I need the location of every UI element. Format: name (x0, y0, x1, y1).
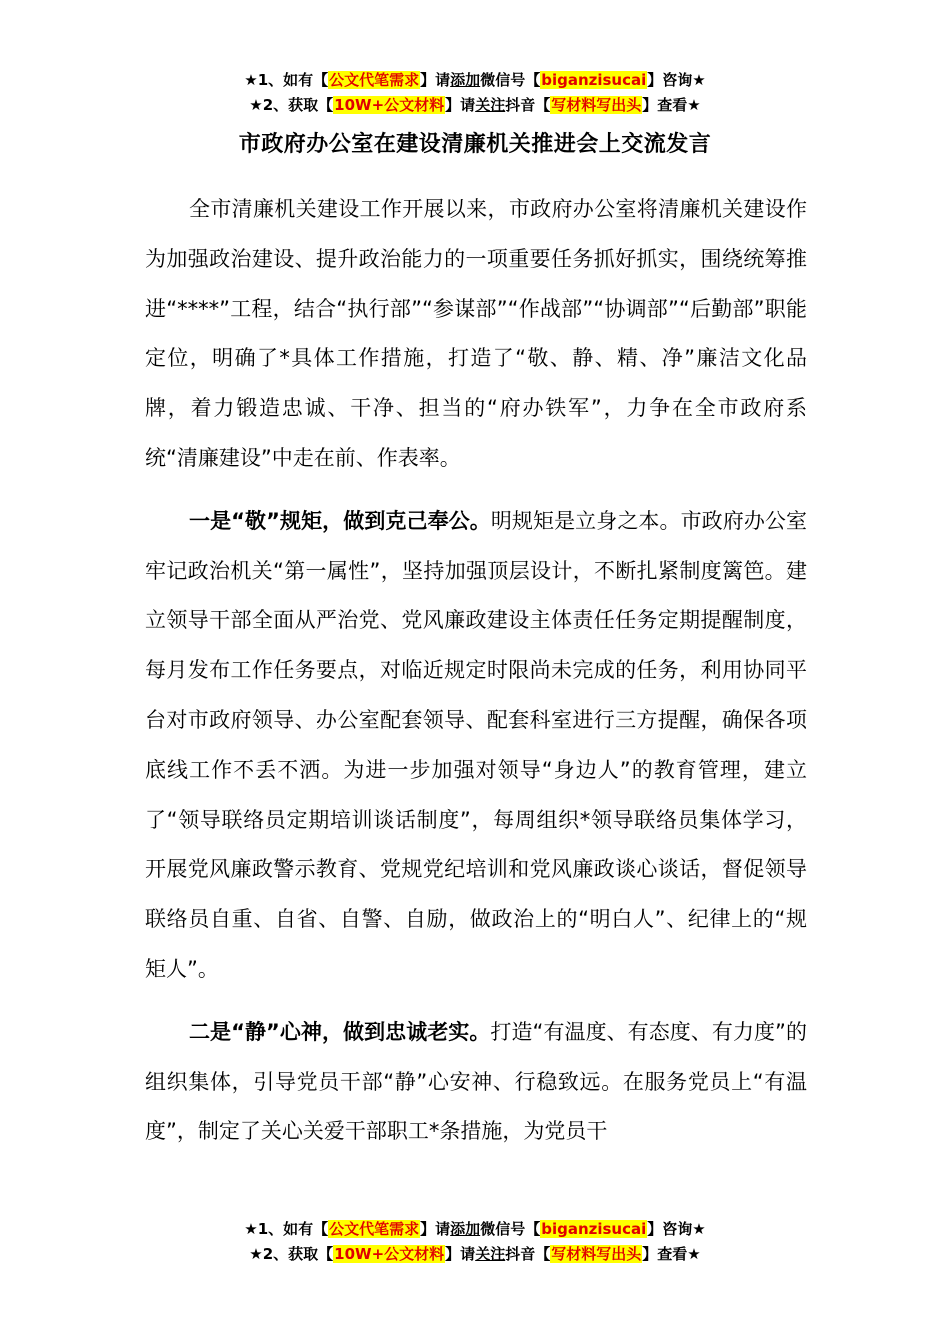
banner-text: 2、获取【 (262, 1245, 334, 1263)
paragraph (145, 185, 807, 484)
paragraph-lead: 一是“敬”规矩，做到克己奉公。 (189, 508, 491, 533)
banner-highlight: 10W+公文材料 (334, 96, 445, 114)
banner-text: 】请 (420, 1220, 451, 1238)
banner-text: 1、如有【 (257, 71, 329, 89)
header-banner (0, 68, 950, 118)
footer-banner (0, 1217, 950, 1267)
banner-text: 微信号【 (480, 71, 541, 89)
banner-line-1 (0, 1217, 950, 1242)
banner-emphasis: 添加 (450, 1220, 481, 1238)
star-icon: ★ (244, 71, 258, 89)
banner-line-2 (0, 93, 950, 118)
star-icon: ★ (692, 1220, 706, 1238)
banner-highlight: 公文代笔需求 (329, 1220, 420, 1238)
document-body (145, 185, 807, 1157)
banner-highlight: 10W+公文材料 (334, 1245, 445, 1263)
paragraph (145, 1008, 807, 1157)
star-icon: ★ (249, 1245, 263, 1263)
banner-text: 】请 (445, 1245, 476, 1263)
banner-highlight: 写材料写出头 (551, 1245, 642, 1263)
star-icon: ★ (244, 1220, 258, 1238)
banner-text: 抖音【 (505, 1245, 551, 1263)
banner-line-2 (0, 1242, 950, 1267)
star-icon: ★ (692, 71, 706, 89)
banner-text: 微信号【 (480, 1220, 541, 1238)
paragraph-text: 明规矩是立身之本。市政府办公室牢记政治机关“第一属性”，坚持加强顶层设计，不断扎紧制度篱笆。建立领导干部全面从严治党、党风廉政建设主体责任任务定期提醒制度，每月发布工作任务要点，对临近规定时限尚未完成的任务，利用协同平台对市政府领导、办公室配套领导、配套科室进行三方提醒，确保各项底线工作不丢不洒。为进一步加强对领导“身边人”的教育管理，建立了“领导联络员定期培训谈话制度”，每周组织*领导联络员集体学习，开展党风廉政警示教育、党规党纪培训和党风廉政谈心谈话，督促领导联络员自重、自省、自警、自励，做政治上的“明白人”、纪律上的“规矩人”。 (145, 508, 807, 981)
banner-wechat-id: biganzisucai (541, 71, 647, 89)
star-icon: ★ (687, 1245, 701, 1263)
star-icon: ★ (687, 96, 701, 114)
star-icon: ★ (249, 96, 263, 114)
paragraph (145, 497, 807, 995)
banner-emphasis: 添加 (450, 71, 481, 89)
banner-text: 1、如有【 (257, 1220, 329, 1238)
paragraph-text: 全市清廉机关建设工作开展以来，市政府办公室将清廉机关建设作为加强政治建设、提升政治能力的一项重要任务抓好抓实，围绕统筹推进“****”工程，结合“执行部”“参谋部”“作战部”“协调部”“后勤部”职能定位，明确了*具体工作措施，打造了“敬、静、精、净”廉洁文化品牌，着力锻造忠诚、干净、担当的“府办铁军”，力争在全市政府系统“清廉建设”中走在前、作表率。 (145, 197, 807, 470)
paragraph-text: 打造“有温度、有态度、有力度”的组织集体，引导党员干部“静”心安神、行稳致远。在服务党员上“有温度”，制定了关心关爱干部职工*条措施，为党员干 (145, 1019, 807, 1144)
banner-line-1 (0, 68, 950, 93)
paragraph-lead: 二是“静”心神，做到忠诚老实。 (189, 1019, 491, 1044)
banner-emphasis: 关注 (475, 1245, 506, 1263)
document-title: 市政府办公室在建设清廉机关推进会上交流发言 (238, 132, 712, 157)
banner-highlight: 公文代笔需求 (329, 71, 420, 89)
banner-text: 抖音【 (505, 96, 551, 114)
banner-text: 2、获取【 (262, 96, 334, 114)
banner-text: 】请 (445, 96, 476, 114)
banner-wechat-id: biganzisucai (541, 1220, 647, 1238)
banner-text: 】查看 (642, 96, 688, 114)
banner-emphasis: 关注 (475, 96, 506, 114)
banner-text: 】查看 (642, 1245, 688, 1263)
banner-text: 】请 (420, 71, 451, 89)
banner-text: 】咨询 (647, 71, 693, 89)
banner-text: 】咨询 (647, 1220, 693, 1238)
banner-highlight: 写材料写出头 (551, 96, 642, 114)
